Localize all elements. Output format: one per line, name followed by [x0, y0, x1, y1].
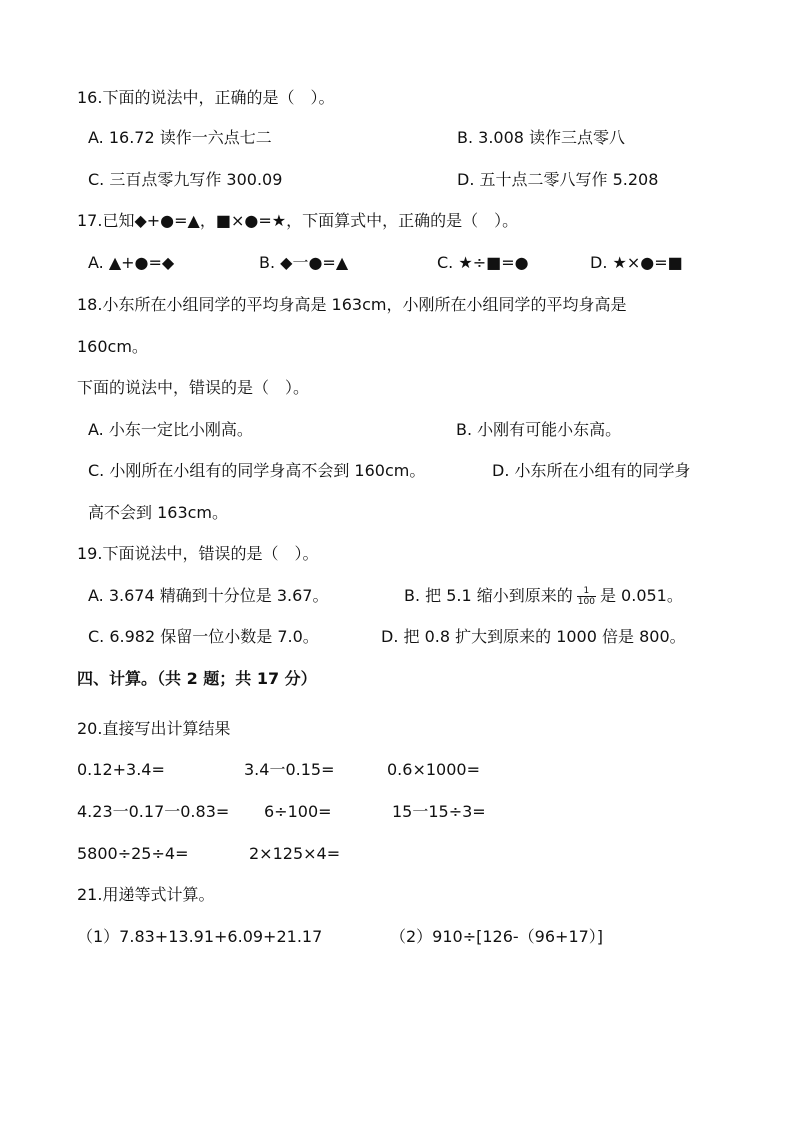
- q18-option-d-line1: D. 小东所在小组有的同学身: [492, 461, 691, 480]
- q17-stem: 17.已知◆+●=▲，■×●=★，下面算式中，正确的是（ ）。: [77, 211, 519, 230]
- q16-option-d: D. 五十点二零八写作 5.208: [457, 170, 659, 189]
- q21-problem-1: （1）7.83+13.91+6.09+21.17: [77, 927, 323, 946]
- q20-expr-2: 3.4一0.15=: [244, 760, 335, 779]
- q18-option-d-line2: 高不会到 163cm。: [88, 503, 229, 522]
- q19-stem: 19.下面说法中，错误的是（ ）。: [77, 544, 319, 563]
- q19-option-d: D. 把 0.8 扩大到原来的 1000 倍是 800。: [381, 627, 686, 646]
- q20-expr-3: 0.6×1000=: [387, 760, 480, 779]
- q20-stem: 20.直接写出计算结果: [77, 719, 231, 738]
- q19-option-b-post: 是 0.051。: [599, 586, 683, 605]
- q20-expr-7: 5800÷25÷4=: [77, 844, 189, 863]
- q18-option-a: A. 小东一定比小刚高。: [88, 420, 253, 439]
- q17-option-b: B. ◆一●=▲: [259, 253, 349, 272]
- q18-stem-line3: 下面的说法中，错误的是（ ）。: [77, 378, 310, 397]
- q20-expr-6: 15一15÷3=: [392, 802, 486, 821]
- q21-problem-2: （2）910÷[126-（96+17）]: [390, 927, 604, 946]
- fraction: [577, 586, 596, 607]
- q20-expr-4: 4.23一0.17一0.83=: [77, 802, 230, 821]
- q20-expr-5: 6÷100=: [264, 802, 332, 821]
- q16-option-c: C. 三百点零九写作 300.09: [88, 170, 283, 189]
- q19-option-c: C. 6.982 保留一位小数是 7.0。: [88, 627, 319, 646]
- q18-option-b: B. 小刚有可能小东高。: [456, 420, 622, 439]
- q18-stem-line1: 18.小东所在小组同学的平均身高是 163cm，小刚所在小组同学的平均身高是: [77, 295, 627, 314]
- q16-option-b: B. 3.008 读作三点零八: [457, 128, 626, 147]
- q17-option-c: C. ★÷■=●: [437, 253, 529, 272]
- fraction-numerator: 1: [577, 586, 596, 597]
- q20-expr-1: 0.12+3.4=: [77, 760, 165, 779]
- q18-stem-line2: 160cm。: [77, 337, 148, 356]
- q19-option-b-pre: B. 把 5.1 缩小到原来的: [404, 586, 573, 605]
- fraction-denominator: 100: [577, 597, 595, 607]
- q17-option-a: A. ▲+●=◆: [88, 253, 175, 272]
- q17-option-d: D. ★×●=■: [590, 253, 683, 272]
- q19-option-b: [404, 586, 683, 607]
- q20-expr-8: 2×125×4=: [249, 844, 341, 863]
- q16-option-a: A. 16.72 读作一六点七二: [88, 128, 272, 147]
- q16-stem: 16.下面的说法中，正确的是（ ）。: [77, 88, 335, 107]
- q18-option-c: C. 小刚所在小组有的同学身高不会到 160cm。: [88, 461, 426, 480]
- section-heading: 四、计算。（共 2 题；共 17 分）: [77, 669, 317, 688]
- q19-option-a: A. 3.674 精确到十分位是 3.67。: [88, 586, 329, 605]
- q21-stem: 21.用递等式计算。: [77, 885, 215, 904]
